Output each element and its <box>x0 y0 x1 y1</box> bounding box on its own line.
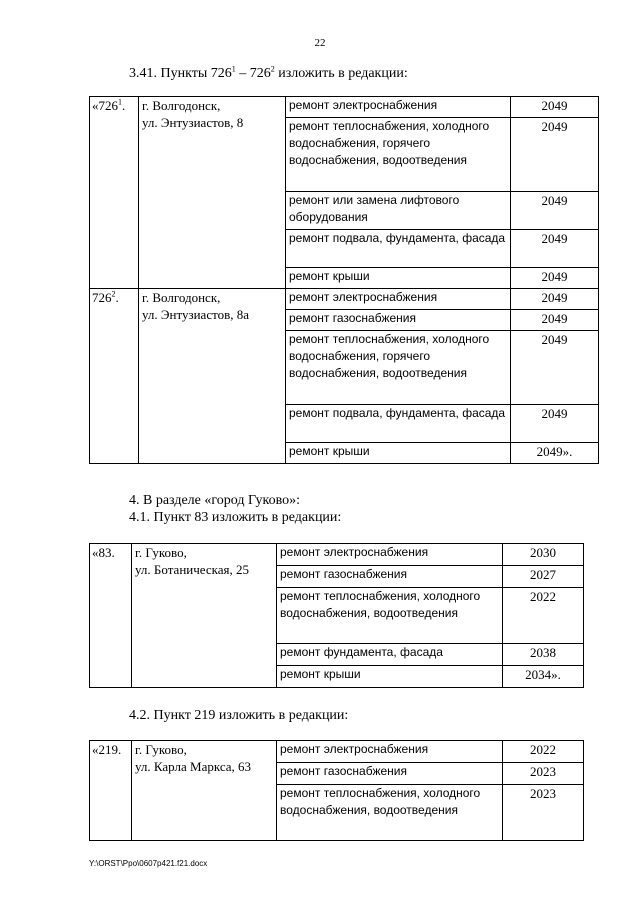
table-row <box>90 289 599 310</box>
item-address: г. Волгодонск, ул. Энтузиастов, 8 <box>139 97 286 289</box>
section-3-41-heading <box>129 66 408 82</box>
work-year: 2049 <box>511 192 599 230</box>
work-type: ремонт или замена лифтового оборудования <box>286 192 511 230</box>
work-type: ремонт газоснабжения <box>277 566 503 588</box>
page-number: 22 <box>314 37 326 49</box>
item-number: «219. <box>90 741 132 841</box>
section-4-heading: 4. В разделе «город Гуково»: <box>129 493 301 508</box>
work-year: 2030 <box>503 544 584 566</box>
heading-text: – 726 <box>235 66 271 81</box>
item-number: $726^2$. <box>90 289 139 464</box>
work-type: ремонт теплоснабжения, холодного водоснабжения, горячего водоснабжения, водоотведения <box>286 118 511 192</box>
item-number: «83. <box>90 544 132 688</box>
superscript: 1 <box>231 64 236 74</box>
work-type: ремонт теплоснабжения, холодного водоснабжения, горячего водоснабжения, водоотведения <box>286 331 511 405</box>
work-type: ремонт электроснабжения <box>277 544 503 566</box>
work-type: ремонт газоснабжения <box>277 763 503 785</box>
work-year: 2027 <box>503 566 584 588</box>
work-year: 2049 <box>511 310 599 331</box>
work-type: ремонт подвала, фундамента, фасада <box>286 230 511 268</box>
table-726 <box>89 96 599 464</box>
work-year: 2049 <box>511 118 599 192</box>
work-type: ремонт фундамента, фасада <box>277 644 503 666</box>
heading-text: 3.41. Пункты 726 <box>129 66 232 81</box>
superscript: 2 <box>270 64 275 74</box>
section-4-1-heading: 4.1. Пункт 83 изложить в редакции: <box>129 510 342 525</box>
work-year: 2022 <box>503 741 584 763</box>
work-type: ремонт газоснабжения <box>286 310 511 331</box>
table-219 <box>89 740 584 841</box>
item-address: г. Волгодонск, ул. Энтузиастов, 8а <box>139 289 286 464</box>
work-type: ремонт электроснабжения <box>286 289 511 310</box>
work-year: 2023 <box>503 785 584 841</box>
work-year: 2049 <box>511 289 599 310</box>
work-type: ремонт электроснабжения <box>277 741 503 763</box>
work-year: 2049 <box>511 268 599 289</box>
work-year: 2049 <box>511 230 599 268</box>
work-year: 2038 <box>503 644 584 666</box>
table-row <box>90 544 584 566</box>
work-type: ремонт теплоснабжения, холодного водоснабжения, водоотведения <box>277 588 503 644</box>
work-type: ремонт подвала, фундамента, фасада <box>286 405 511 443</box>
work-year: 2023 <box>503 763 584 785</box>
work-year: 2049». <box>511 443 599 464</box>
table-row <box>90 741 584 763</box>
item-number: «$726^1$. <box>90 97 139 289</box>
table-83 <box>89 543 584 688</box>
work-year: 2049 <box>511 331 599 405</box>
item-address: г. Гуково, ул. Карла Маркса, 63 <box>132 741 277 841</box>
table-row <box>90 97 599 118</box>
section-4-2-heading: 4.2. Пункт 219 изложить в редакции: <box>129 708 349 723</box>
heading-text: изложить в редакции: <box>274 66 408 81</box>
work-type: ремонт крыши <box>286 443 511 464</box>
work-type: ремонт крыши <box>286 268 511 289</box>
item-address: г. Гуково, ул. Ботаническая, 25 <box>132 544 277 688</box>
file-path-footer: Y:\ORST\Ppo\0607p421.f21.docx <box>89 859 208 868</box>
work-type: ремонт теплоснабжения, холодного водоснабжения, водоотведения <box>277 785 503 841</box>
work-type: ремонт электроснабжения <box>286 97 511 118</box>
work-year: 2049 <box>511 405 599 443</box>
work-year: 2034». <box>503 666 584 688</box>
work-type: ремонт крыши <box>277 666 503 688</box>
work-year: 2049 <box>511 97 599 118</box>
work-year: 2022 <box>503 588 584 644</box>
